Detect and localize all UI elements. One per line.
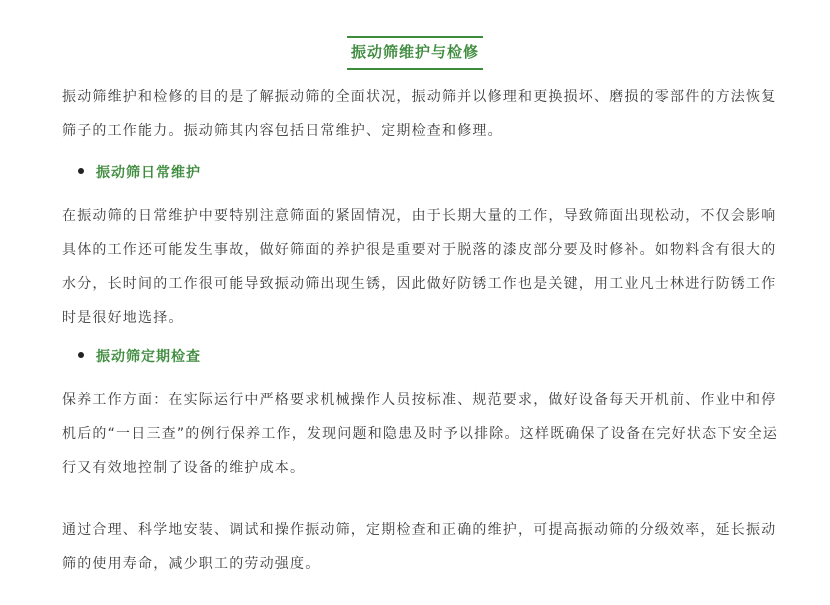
- section-heading-daily-maintenance: [78, 162, 201, 182]
- section-heading-text: 振动筛定期检查: [96, 349, 201, 365]
- conclusion-paragraph: 通过合理、科学地安装、调试和操作振动筛，定期检查和正确的维护，可提高振动筛的分级效率，延长振动筛的使用寿命，减少职工的劳动强度。: [62, 522, 777, 572]
- intro-paragraph: 振动筛维护和检修的目的是了解振动筛的全面状况，振动筛并以修理和更换损坏、磨损的零部件的方法恢复筛子的工作能力。振动筛其内容包括日常维护、定期检查和修理。: [62, 89, 777, 139]
- article-title: 振动筛维护与检修: [347, 36, 483, 70]
- section-heading-periodic-inspection: [78, 346, 201, 366]
- section-heading-text: 振动筛日常维护: [96, 165, 201, 181]
- daily-maintenance-paragraph: 在振动筛的日常维护中要特别注意筛面的紧固情况，由于长期大量的工作，导致筛面出现松动，不仅会影响具体的工作还可能发生事故，做好筛面的养护很是重要对于脱落的漆皮部分要及时修补。如物料含有很大的水分，长时间的工作很可能导致振动筛出现生锈，因此做好防锈工作也是关键，用工业凡士林进行防锈工作时是很好地选择。: [62, 208, 777, 326]
- title-container: [0, 36, 830, 70]
- bullet-dot-icon: [78, 168, 84, 174]
- bullet-dot-icon: [78, 352, 84, 358]
- periodic-inspection-paragraph: 保养工作方面：在实际运行中严格要求机械操作人员按标准、规范要求，做好设备每天开机前、作业中和停机后的“一日三查”的例行保养工作，发现问题和隐患及时予以排除。这样既确保了设备在完好状态下安全运行又有效地控制了设备的维护成本。: [62, 392, 779, 476]
